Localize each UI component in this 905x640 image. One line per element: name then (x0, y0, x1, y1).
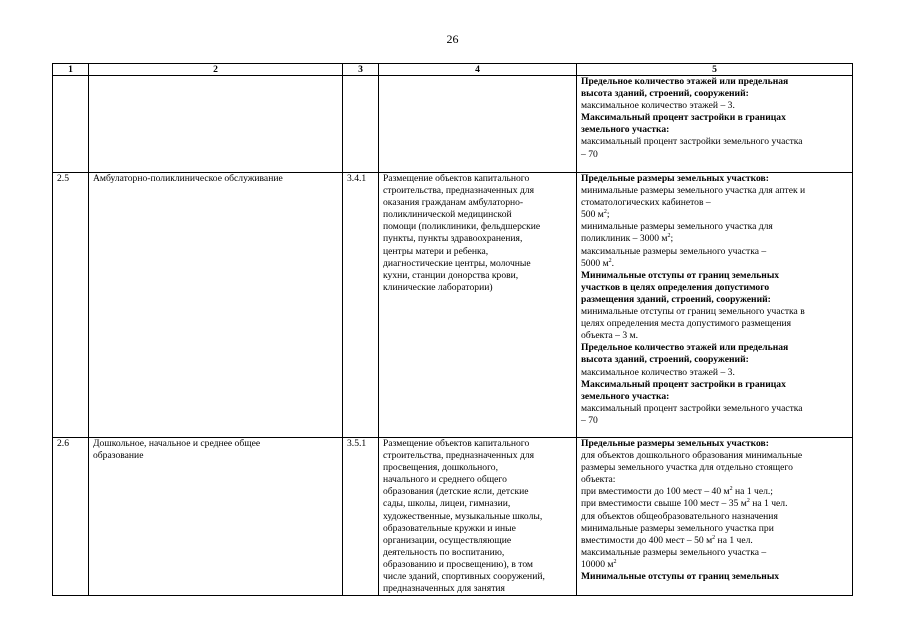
parameter-text: для объектов общеобразовательного назначения (581, 510, 778, 522)
description-cell (379, 438, 577, 596)
cell-text-line: строительства, предназначенных для (383, 185, 535, 197)
parameter-text: целях определения места допустимого размещения (581, 318, 792, 330)
table-row (53, 173, 853, 438)
parameter-heading: размещения зданий, строений, сооружений: (581, 293, 771, 305)
parameter-text: объекта: (581, 474, 616, 486)
use-type-cell (89, 76, 343, 173)
parameter-text: максимальные размеры земельного участка – (581, 546, 767, 558)
table-row (53, 76, 853, 173)
use-code-cell (343, 76, 379, 173)
table-row (53, 438, 853, 596)
parameter-text: 10000 $м^2$ (581, 558, 617, 570)
parameter-heading: Предельное количество этажей или предельная (581, 76, 789, 87)
column-header: 1 (53, 64, 89, 76)
parameter-text: максимальное количество этажей – 3. (581, 366, 735, 378)
cell-text-line: организации, осуществляющие (383, 534, 512, 546)
cell-text-line: образования (детские ясли, детские (383, 486, 529, 498)
cell-text-line: образовательные кружки и иные (383, 522, 516, 534)
parameter-text: объекта – 3 м. (581, 330, 639, 342)
parameter-heading: высота зданий, строений, сооружений: (581, 88, 749, 100)
cell-text-line: начального и среднего общего (383, 474, 507, 486)
parameter-heading: высота зданий, строений, сооружений: (581, 354, 749, 366)
parameter-heading: Минимальные отступы от границ земельных (581, 269, 780, 281)
use-code-cell: 3.4.1 (343, 173, 379, 438)
row-number-cell: 2.5 (53, 173, 89, 438)
zoning-table (52, 63, 853, 596)
parameter-text: при вместимости до 100 мест – 40 $м^2$ на 1 чел.; (581, 486, 773, 498)
parameter-text: максимальное количество этажей – 3. (581, 100, 735, 112)
parameter-text: максимальный процент застройки земельного участка (581, 402, 803, 414)
parameter-text: минимальные размеры земельного участка при (581, 522, 774, 534)
cell-text-line: деятельность по воспитанию, (383, 546, 505, 558)
cell-text-line: сады, школы, лицеи, гимназии, (383, 498, 511, 510)
cell-text-line: клинические лаборатории) (383, 281, 493, 293)
cell-text-line: образование (93, 450, 144, 462)
row-number-cell (53, 76, 89, 173)
column-header: 2 (89, 64, 343, 76)
cell-text-line: числе зданий, спортивных сооружений, (383, 571, 545, 583)
parameter-text: размеры земельного участка для отдельно стоящего (581, 462, 793, 474)
cell-text-line: пункты, пункты здравоохранения, (383, 233, 523, 245)
parameter-text: минимальные размеры земельного участка для (581, 221, 773, 233)
parameters-cell (577, 76, 853, 173)
parameter-heading: Максимальный процент застройки в границах (581, 112, 786, 124)
cell-text-line: Дошкольное, начальное и среднее общее (93, 438, 261, 449)
page-number: 26 (446, 32, 459, 46)
cell-text-line: Размещение объектов капитального (383, 173, 530, 184)
parameter-text: 500 $м^2$; (581, 209, 610, 221)
cell-text-line: Размещение объектов капитального (383, 438, 530, 449)
cell-text-line: центры матери и ребенка, (383, 245, 489, 257)
parameter-heading: земельного участка: (581, 390, 670, 402)
parameter-text: стоматологических кабинетов – (581, 197, 711, 209)
cell-text-line: диагностические центры, молочные (383, 257, 531, 269)
parameter-text: минимальные размеры земельного участка для аптек и (581, 185, 806, 197)
parameter-text: поликлиник – 3000 $м^2$; (581, 233, 674, 245)
parameters-cell (577, 173, 853, 438)
use-code-cell: 3.5.1 (343, 438, 379, 596)
cell-text-line: строительства, предназначенных для (383, 450, 535, 462)
parameter-text: при вместимости свыше 100 мест – 35 $м^2$ на 1 чел. (581, 498, 788, 510)
parameter-heading: Максимальный процент застройки в границах (581, 378, 786, 390)
parameter-text: максимальные размеры земельного участка – (581, 245, 767, 257)
description-cell (379, 173, 577, 438)
description-cell (379, 76, 577, 173)
use-type-cell: Амбулаторно-поликлиническое обслуживание (89, 173, 343, 438)
row-number-cell: 2.6 (53, 438, 89, 596)
parameter-text: 5000 $м^2$. (581, 257, 615, 269)
cell-text-line: предназначенных для занятия (383, 583, 505, 595)
cell-text-line: поликлинической медицинской (383, 209, 512, 221)
parameter-text: для объектов дошкольного образования минимальные (581, 450, 803, 462)
cell-text-line: помощи (поликлиники, фельдшерские (383, 221, 541, 233)
cell-text-line: кухни, станции донорства крови, (383, 269, 519, 281)
parameter-text: – 70 (581, 414, 598, 426)
cell-text-line: просвещения, дошкольного, (383, 462, 498, 474)
parameter-heading: Минимальные отступы от границ земельных (581, 571, 780, 583)
header-row (53, 64, 853, 76)
parameter-text: вместимости до 400 мест – 50 $м^2$ на 1 чел. (581, 534, 753, 546)
parameter-heading: Предельные размеры земельных участков: (581, 173, 769, 184)
parameter-text: – 70 (581, 148, 598, 160)
parameter-heading: участков в целях определения допустимого (581, 281, 770, 293)
parameter-heading: Предельные размеры земельных участков: (581, 438, 769, 449)
cell-text-line: образованию и просвещению), в том (383, 558, 534, 570)
parameter-heading: Предельное количество этажей или предельная (581, 342, 789, 354)
parameters-cell (577, 438, 853, 596)
parameter-heading: земельного участка: (581, 124, 670, 136)
parameter-text: минимальные отступы от границ земельного участка в (581, 306, 805, 318)
parameter-text: максимальный процент застройки земельного участка (581, 136, 803, 148)
cell-text-line: оказания гражданам амбулаторно- (383, 197, 524, 209)
use-type-cell (89, 438, 343, 596)
cell-text-line: художественные, музыкальные школы, (383, 510, 543, 522)
column-header: 5 (577, 64, 853, 76)
column-header: 3 (343, 64, 379, 76)
column-header: 4 (379, 64, 577, 76)
